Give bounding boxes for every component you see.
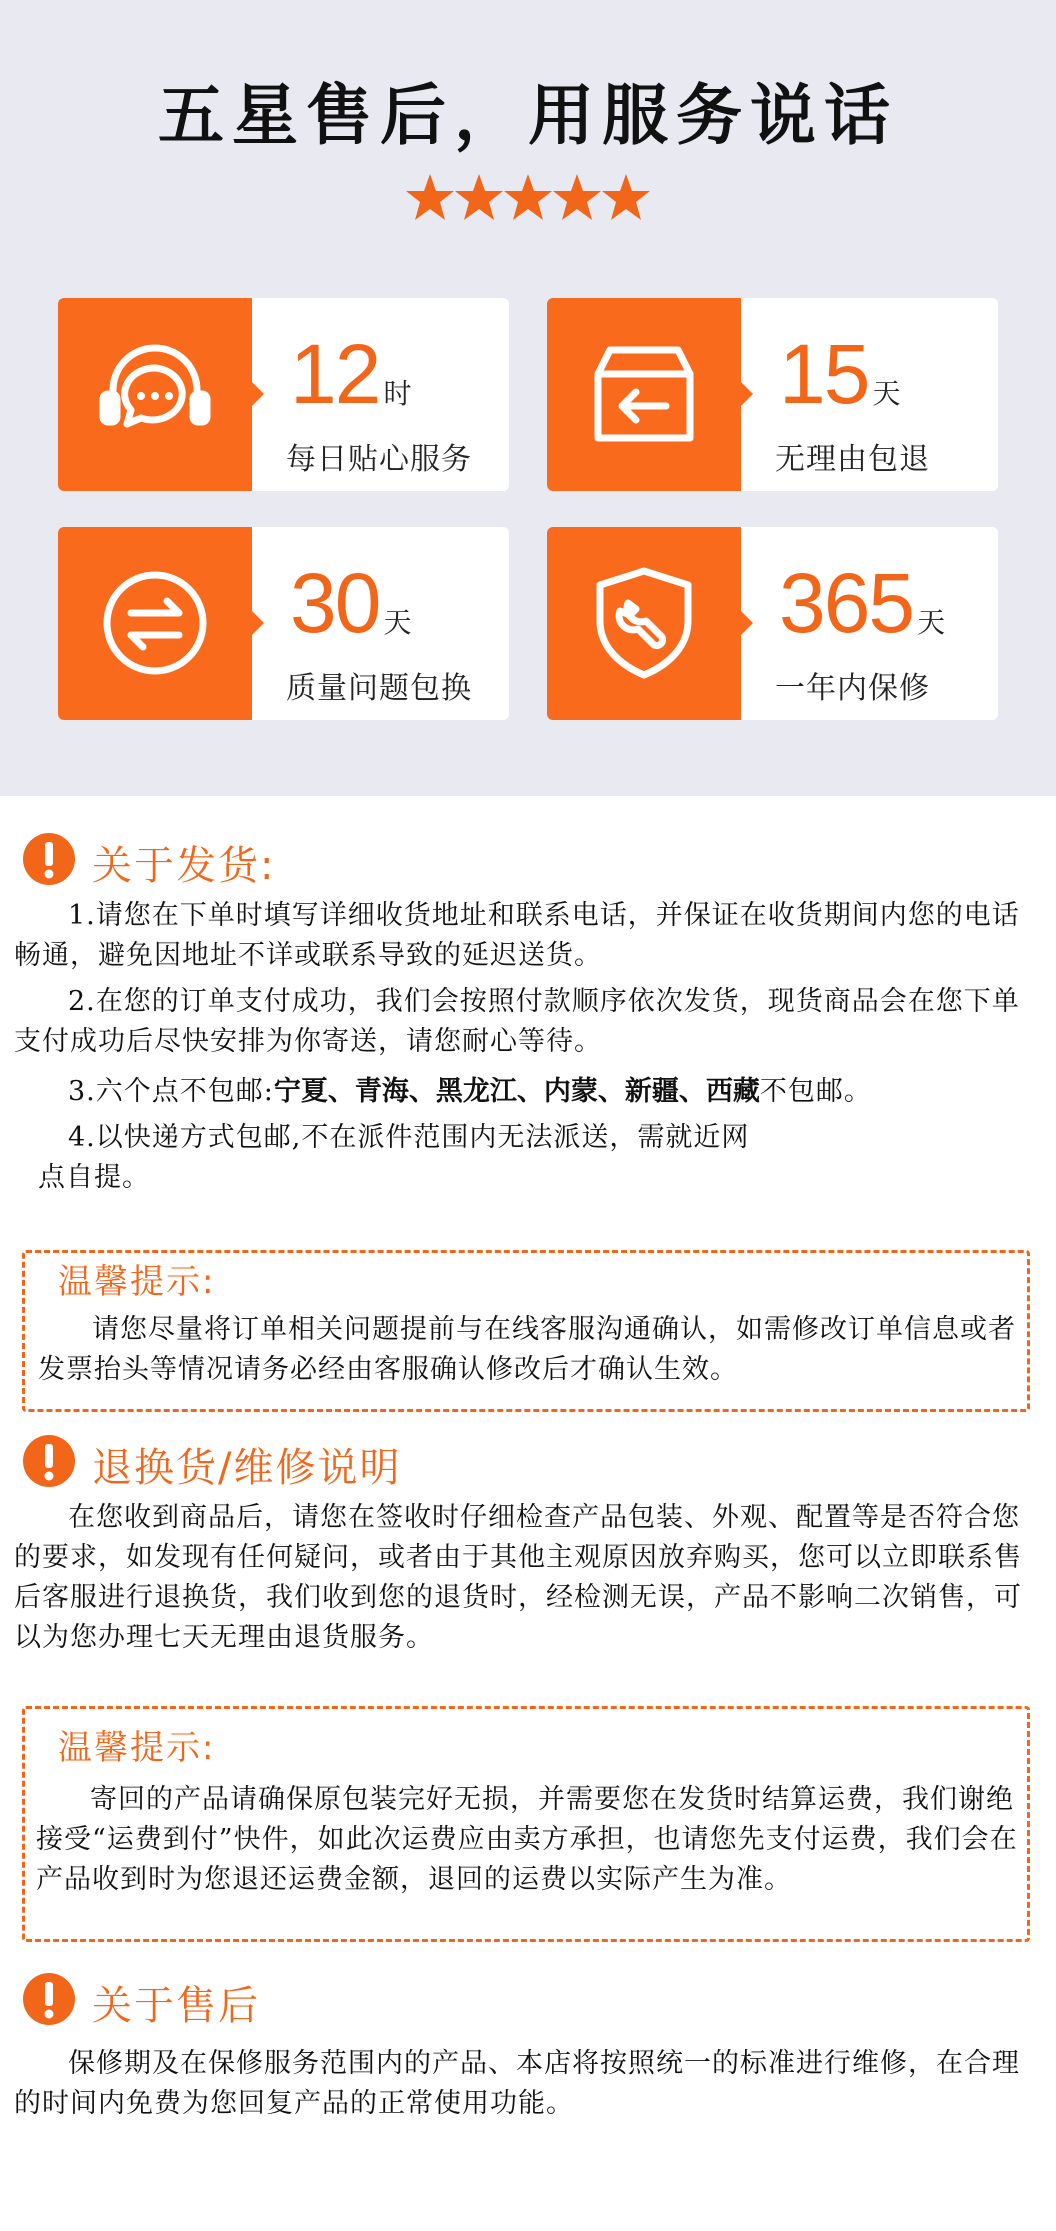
card-label: 质量问题包换 [286, 671, 472, 706]
card-number: 365 天 [779, 556, 946, 650]
exclamation-circle-icon [22, 832, 76, 886]
card-icon-box [58, 298, 252, 491]
service-card-365d [547, 527, 998, 720]
shipping-item-4-line-2: 点自提。 [38, 1162, 150, 1193]
returns-title: 退换货/维修说明 [92, 1445, 402, 1491]
shipping-title: 关于发货: [92, 843, 276, 889]
tip-text-order: 请您尽量将订单相关问题提前与在线客服沟通确认，如需修改订单信息或者发票抬头等情况请务必经由客服确认修改后才确认生效。 [38, 1314, 1016, 1385]
exclamation-circle-icon [22, 1434, 76, 1488]
card-unit: 天 [917, 606, 946, 639]
card-unit: 时 [383, 377, 412, 410]
star-icon [455, 174, 503, 220]
exchange-arrows-icon [95, 563, 215, 683]
headset-chat-icon [95, 334, 215, 454]
card-label: 无理由包退 [775, 442, 930, 477]
card-number: 12 时 [290, 327, 412, 421]
card-number: 15 天 [779, 327, 901, 421]
five-star-rating [406, 172, 650, 228]
service-card-12h [58, 298, 509, 491]
tip-title-order: 温馨提示: [58, 1262, 216, 1302]
shipping-item-3 [14, 1072, 1044, 1112]
star-icon [406, 174, 454, 220]
shipping-item-3-suffix: 不包邮。 [759, 1076, 872, 1107]
star-icon [553, 174, 601, 220]
shipping-item-3-prefix: 3.六个点不包邮: [68, 1076, 274, 1107]
shipping-item-3-regions: 宁夏、青海、黑龙江、内蒙、新疆、西藏 [273, 1076, 760, 1107]
card-unit: 天 [383, 606, 412, 639]
hero-banner [0, 0, 1056, 796]
star-icon [504, 174, 552, 220]
shipping-item-1: 1.请您在下单时填写详细收货地址和联系电话，并保证在收货期间内您的电话畅通，避免因地址不详或联系导致的延迟送货。 [14, 900, 1020, 971]
card-icon-box [547, 298, 741, 491]
tip-text-return-shipping: 寄回的产品请确保原包装完好无损，并需要您在发货时结算运费，我们谢绝接受“运费到付”快件，如此次运费应由卖方承担，也请您先支付运费，我们会在产品收到时为您退还运费金额，退回的运费以实际产生为准。 [36, 1784, 1018, 1895]
returns-text: 在您收到商品后，请您在签收时仔细检查产品包装、外观、配置等是否符合您的要求，如发现有任何疑问，或者由于其他主观原因放弃购买，您可以立即联系售后客服进行退换货，我们收到您的退货时，经检测无误，产品不影响二次销售，可以为您办理七天无理由退货服务。 [14, 1502, 1022, 1653]
shipping-item-2: 2.在您的订单支付成功，我们会按照付款顺序依次发货，现货商品会在您下单支付成功后尽快安排为你寄送，请您耐心等待。 [14, 986, 1020, 1057]
card-label: 每日贴心服务 [286, 442, 472, 477]
exclamation-circle-icon [22, 1972, 76, 2026]
shield-wrench-icon [584, 563, 704, 683]
card-unit: 天 [872, 377, 901, 410]
card-icon-box [58, 527, 252, 720]
service-card-30d [58, 527, 509, 720]
aftersales-title: 关于售后 [92, 1983, 260, 2029]
service-card-15d [547, 298, 998, 491]
card-number: 30 天 [290, 556, 412, 650]
card-label: 一年内保修 [775, 671, 930, 706]
return-box-icon [584, 334, 704, 454]
hero-title: 五星售后，用服务说话 [158, 77, 898, 154]
tip-title-return-shipping: 温馨提示: [58, 1728, 216, 1768]
shipping-item-4-line-1: 4.以快递方式包邮,不在派件范围内无法派送，需就近网 [68, 1122, 750, 1153]
star-icon [602, 174, 650, 220]
aftersales-text: 保修期及在保修服务范围内的产品、本店将按照统一的标准进行维修，在合理的时间内免费为您回复产品的正常使用功能。 [14, 2048, 1020, 2119]
card-icon-box [547, 527, 741, 720]
